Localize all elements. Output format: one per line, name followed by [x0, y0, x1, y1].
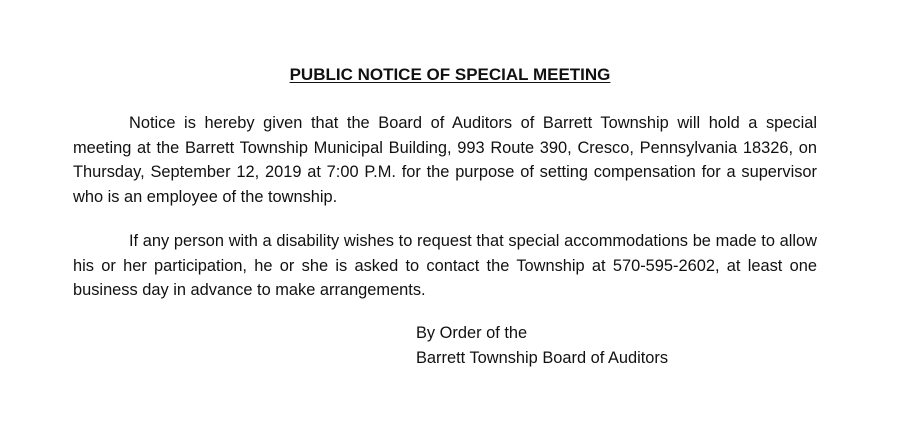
- signature-line-board: Barrett Township Board of Auditors: [416, 348, 669, 367]
- notice-title: PUBLIC NOTICE OF SPECIAL MEETING: [289, 65, 611, 84]
- accessibility-paragraph: If any person with a disability wishes to request that special accommodations be made to allow his or her participation, he or she is asked to contact the Township at 570-595-2602, at least one business day in advance to make arrangements.: [73, 232, 817, 299]
- meeting-notice-paragraph: Notice is hereby given that the Board of Auditors of Barrett Township will hold a special meeting at the Barrett Township Municipal Building, 993 Route 390, Cresco, Pennsylvania 18326, on Thursday, September 12, 2019 at 7:00 P.M. for the purpose of setting compensation for a supervisor who is an employee of the township.: [73, 114, 817, 206]
- signature-block: [416, 321, 668, 370]
- signature-line-order: By Order of the: [416, 324, 528, 342]
